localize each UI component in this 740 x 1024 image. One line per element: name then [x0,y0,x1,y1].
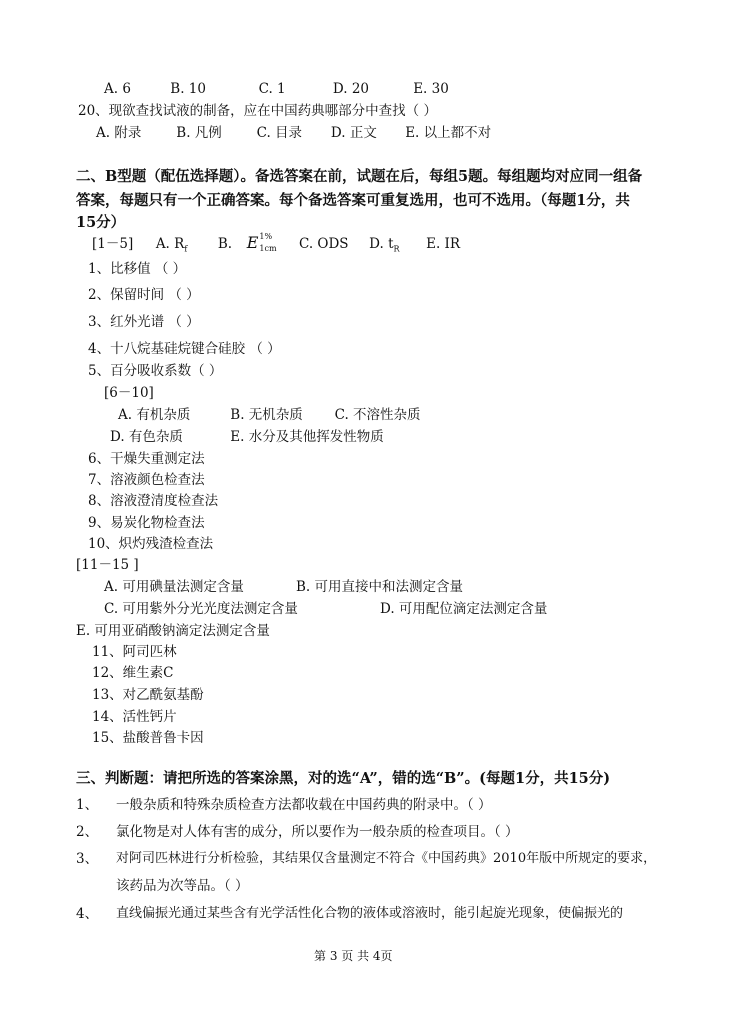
section2-heading-line1: 二、B型题（配伍选择题）。备选答案在前，试题在后，每组5题。每组题均对应同一组备 [76,168,643,185]
section3-heading: 三、判断题：请把所选的答案涂黑，对的选“A”，错的选“B”。(每题1分，共15分) [76,770,611,787]
q20-stem: 20、现欲查找试液的制备，应在中国药典哪部分中查找（ ） [78,103,437,119]
q19-option-a: A. 6 [104,81,131,97]
group3-option-c: C. 可用紫外分光光度法测定含量 [104,601,298,617]
q19-option-d: D. 20 [332,81,369,97]
tf-item-2-number: 2、 [76,824,99,840]
group2-item-6: 6、干燥失重测定法 [88,451,205,467]
group1-option-d: D. $t_R$ [369,236,400,254]
group3-item-15: 15、盐酸普鲁卡因 [92,730,204,746]
group3-item-13: 13、对乙酰氨基酚 [92,687,204,703]
group1-option-a: A. $R_f$ [155,236,188,254]
tf-item-3-continuation: 该药品为次等品。（ ） [116,878,249,894]
q19-options [104,80,449,98]
q19-option-e: E. 30 [413,81,449,97]
group3-option-d: D. 可用配位滴定法测定含量 [380,601,548,617]
group1-item-2: 2、保留时间 （ ） [88,287,200,303]
q20-option-c: C. 目录 [256,125,303,141]
section2-heading-line3: 15分） [76,214,126,231]
group2-item-8: 8、溶液澄清度检查法 [88,493,219,509]
group2-option-e: E. 水分及其他挥发性物质 [230,429,384,445]
group1-item-4: 4、十八烷基硅烷键合硅胶 （ ） [88,341,281,357]
tf-item-2-text: 氯化物是对人体有害的成分，所以要作为一般杂质的检查项目。（ ） [116,824,519,840]
group2-option-c: C. 不溶性杂质 [334,407,421,423]
q20-option-d: D. 正文 [330,125,377,141]
q19-option-c: C. 1 [258,81,286,97]
group2-item-10: 10、炽灼残渣检查法 [88,536,214,552]
q20-options [96,124,491,142]
group3-range: [11－15 ] [76,557,139,573]
group3-item-12: 12、维生素C [92,665,174,681]
group1-options [92,231,461,256]
group3-item-11: 11、阿司匹林 [92,644,177,660]
group2-option-d: D. 有色杂质 [110,429,183,445]
group2-options-row1 [118,406,421,424]
group3-item-14: 14、活性钙片 [92,709,177,725]
tf-item-1-text: 一般杂质和特殊杂质检查方法都收载在中国药典的附录中。（ ） [116,797,492,813]
group2-item-9: 9、易炭化物检查法 [88,515,205,531]
group1-item-5: 5、百分吸收系数（ ） [88,363,223,379]
q19-option-b: B. 10 [170,81,206,97]
group2-option-a: A. 有机杂质 [118,407,191,423]
group2-options-row2 [110,428,384,446]
tf-item-1-number: 1、 [76,797,99,813]
group3-option-e: E. 可用亚硝酸钠滴定法测定含量 [76,623,270,639]
group1-range: [1－5] [92,236,134,252]
group1-option-b: B. E 1% 1cm [217,231,277,253]
group1-item-3: 3、红外光谱 （ ） [88,314,200,330]
group3-option-a: A. 可用碘量法测定含量 [104,579,244,595]
group1-item-1: 1、比移值 （ ） [88,261,187,277]
group2-option-b: B. 无机杂质 [230,407,303,423]
group2-item-7: 7、溶液颜色检查法 [88,472,205,488]
group2-range: [6－10] [104,385,154,401]
q20-option-b: B. 凡例 [176,125,222,141]
group3-option-b: B. 可用直接中和法测定含量 [296,579,464,595]
tf-item-4-text: 直线偏振光通过某些含有光学活性化合物的液体或溶液时，能引起旋光现象，使偏振光的 [116,906,624,921]
section2-heading-line2: 答案，每题只有一个正确答案。每个备选答案可重复选用，也可不选用。（每题1分，共 [76,192,630,209]
page-footer: 第 3 页 共 4页 [314,949,393,963]
q20-option-a: A. 附录 [96,125,142,141]
tf-item-3-number: 3、 [76,851,99,867]
group1-option-e: E. IR [426,236,461,252]
group1-option-c: C. ODS [298,236,349,252]
q20-option-e: E. 以上都不对 [405,125,492,141]
tf-item-4-number: 4、 [76,906,99,922]
tf-item-3-text: 对阿司匹林进行分析检验，其结果仅含量测定不符合《中国药典》2010年版中所规定的要求， [116,851,657,866]
